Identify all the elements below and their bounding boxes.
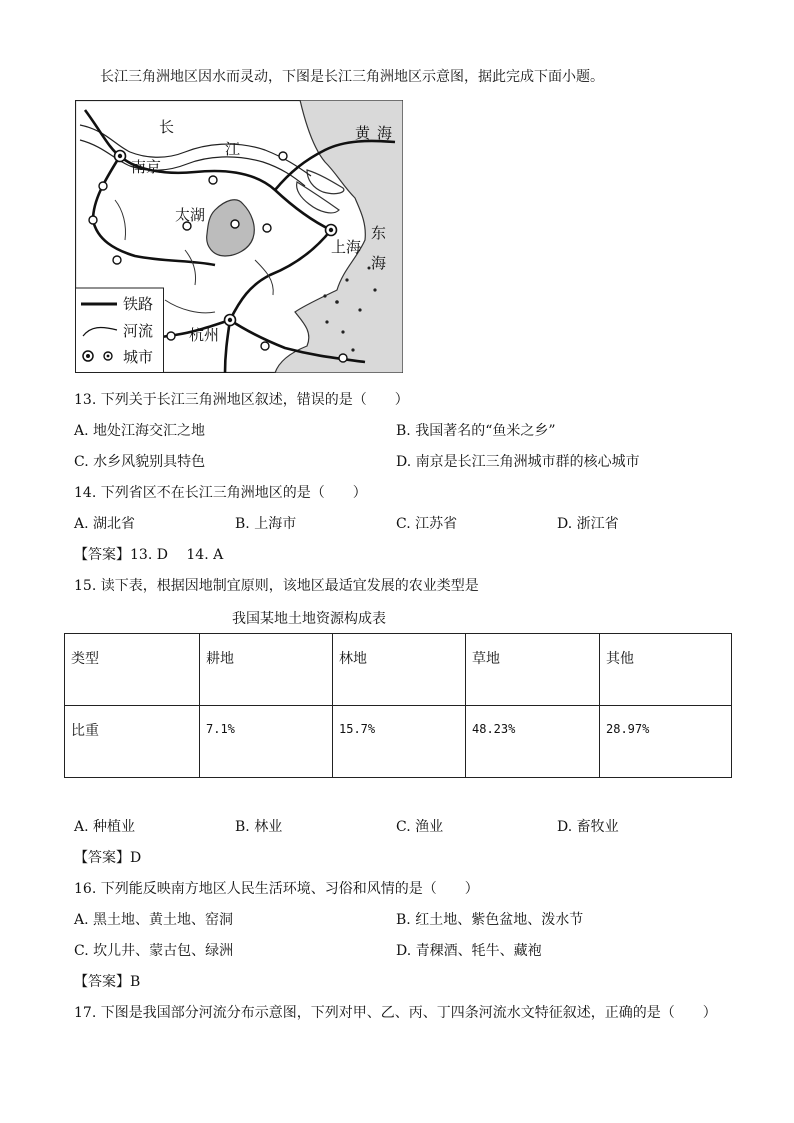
q13-option-c: C. 水乡风貌别具特色 [74, 454, 206, 470]
q15-stem: 15. 读下表，根据因地制宜原则，该地区最适宜发展的农业类型是 [74, 578, 479, 594]
q16-stem: 16. 下列能反映南方地区人民生活环境、习俗和风情的是（ ） [74, 881, 479, 897]
q14-option-d: D. 浙江省 [557, 516, 619, 532]
label-hangzhou: 杭州 [189, 326, 220, 344]
answer-16: 【答案】B [74, 974, 141, 990]
land-resource-table [64, 633, 732, 778]
legend-city-label: 城市 [123, 348, 154, 366]
label-yellow-sea-2: 海 [377, 124, 393, 142]
table-cell: 15.7% [333, 706, 466, 778]
q16-option-d: D. 青稞酒、牦牛、藏袍 [396, 943, 542, 959]
label-nanjing: 南京 [131, 158, 162, 176]
table-cell: 类型 [65, 634, 200, 706]
table-row-values [65, 706, 732, 778]
q15-option-b: B. 林业 [235, 819, 283, 835]
q13-stem: 13. 下列关于长江三角洲地区叙述，错误的是（ ） [74, 392, 409, 408]
q15-option-c: C. 渔业 [396, 819, 444, 835]
q15-option-d: D. 畜牧业 [557, 819, 619, 835]
label-taihu: 太湖 [175, 206, 206, 224]
answer-15: 【答案】D [74, 850, 142, 866]
table-cell: 耕地 [200, 634, 333, 706]
legend-railway-label: 铁路 [123, 295, 154, 313]
table-cell: 林地 [333, 634, 466, 706]
table-cell: 草地 [466, 634, 600, 706]
q14-option-a: A. 湖北省 [74, 516, 136, 532]
label-east-sea-2: 海 [371, 254, 387, 272]
q15-option-a: A. 种植业 [74, 819, 136, 835]
intro-text: 长江三角洲地区因水而灵动，下图是长江三角洲地区示意图，据此完成下面小题。 [100, 69, 604, 85]
q13-option-d: D. 南京是长江三角洲城市群的核心城市 [396, 454, 640, 470]
table-cell: 其他 [600, 634, 732, 706]
label-yangtze-jiang: 江 [225, 140, 241, 158]
map-drawing [75, 100, 403, 373]
yangtze-delta-map [75, 100, 403, 373]
label-yellow-sea-1: 黄 [355, 124, 371, 142]
table-cell: 7.1% [200, 706, 333, 778]
table-title: 我国某地土地资源构成表 [232, 611, 386, 627]
answer-13-14: 【答案】13. D 14. A [74, 547, 224, 563]
legend-river-label: 河流 [123, 322, 154, 340]
table-cell: 48.23% [466, 706, 600, 778]
q16-option-c: C. 坎儿井、蒙古包、绿洲 [74, 943, 234, 959]
q16-option-b: B. 红土地、紫色盆地、泼水节 [396, 912, 584, 928]
q17-stem: 17. 下图是我国部分河流分布示意图，下列对甲、乙、丙、丁四条河流水文特征叙述，正确的是（ ） [74, 1005, 717, 1021]
label-yangtze-chang: 长 [159, 118, 175, 136]
table-cell: 比重 [65, 706, 200, 778]
q13-option-b: B. 我国著名的“鱼米之乡” [396, 423, 556, 439]
q16-option-a: A. 黑土地、黄土地、窑洞 [74, 912, 234, 928]
table-row-header [65, 634, 732, 706]
q14-stem: 14. 下列省区不在长江三角洲地区的是（ ） [74, 485, 367, 501]
q14-option-c: C. 江苏省 [396, 516, 458, 532]
table-cell: 28.97% [600, 706, 732, 778]
label-east-sea-1: 东 [371, 224, 387, 242]
q14-option-b: B. 上海市 [235, 516, 297, 532]
q13-option-a: A. 地处江海交汇之地 [74, 423, 206, 439]
label-shanghai: 上海 [331, 238, 362, 256]
